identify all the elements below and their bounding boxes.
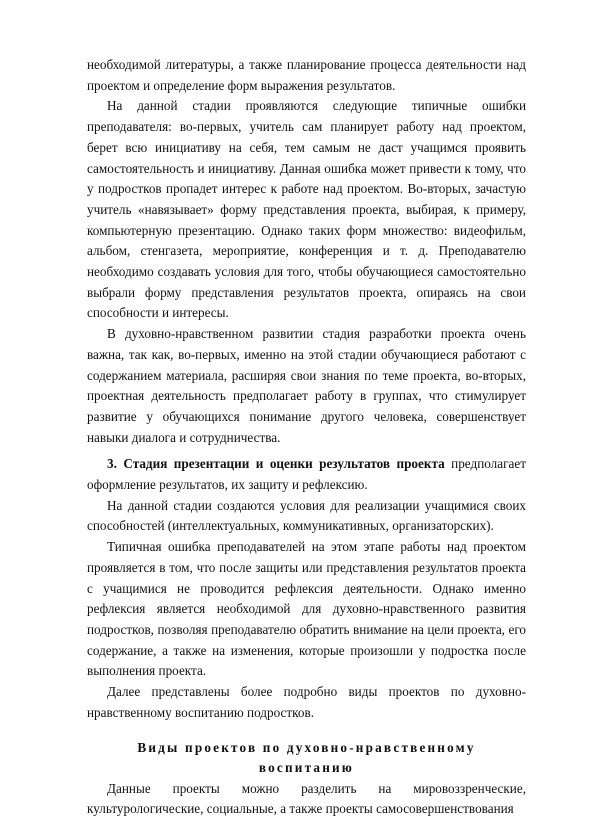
paragraph-development-stage: В духовно-нравственном развитии стадия разработки проекта очень важна, так как, во-первых, именно на этой стадии обучающиеся работают с содержанием материала, расширяя свои знания по теме проекта, во-вторых, проектная деятельность предполагает работу в группах, что стимулирует развитие у обучающихся понимание другого человека, совершенствует навыки диалога и сотрудничества.	[87, 326, 526, 445]
section-heading-line-1: Виды проектов по духовно-нравственному	[137, 739, 476, 755]
stage-description: предполагает оформление результатов, их защиту и рефлексию.	[87, 456, 526, 493]
section-heading	[87, 738, 526, 779]
paragraph-stage-3	[87, 454, 526, 495]
document-page	[87, 55, 526, 820]
paragraph-typical-errors: На данной стадии проявляются следующие типичные ошибки преподавателя: во-первых, учитель сам планирует работу над проектом, берет всю инициативу на себя, тем самым не даст учащимся проявить самостоятельность и инициативу. Данная ошибка может привести к тому, что у подростков пропадет интерес к работе над проектом. Во-вторых, зачастую учитель «навязывает» форму представления проекта, выбирая, к примеру, компьютерную презентацию. Однако таких форм множество: видеофильм, альбом, стенгазета, мероприятие, конференция и т. д. Преподавателю необходимо создавать условия для того, чтобы обучающиеся самостоятельно выбрали форму представления результатов проекта, опираясь на свои способности и интересы.	[87, 98, 526, 321]
paragraph-reflection: Типичная ошибка преподавателей на этом этапе работы над проектом проявляется в том, что после защиты или представления результатов проекта с учащимися не проводится рефлексия деятельности. Однако именно рефлексия является необходимой для духовно-нравственного развития подростков, позволяя преподавателю обратить внимание на цели проекта, его содержание, а также на изменения, которые произошли у подростка после выполнения проекта.	[87, 539, 526, 679]
paragraph-project-types: Данные проекты можно разделить на мировоззренческие, культурологические, социальные, а также проекты самосовершенствования	[87, 780, 526, 817]
stage-number: 3.	[107, 456, 117, 472]
final-paragraph-wrap	[87, 779, 526, 820]
paragraph-conditions: На данной стадии создаются условия для реализации учащимися своих способностей (интеллектуальных, коммуникативных, организаторских).	[87, 497, 526, 534]
stage-title: Стадия презентации и оценки результатов проекта	[123, 456, 445, 472]
paragraph-further: Далее представлены более подробно виды проектов по духовно-нравственному воспитанию подростков.	[87, 684, 526, 720]
section-heading-line-2: воспитанию	[258, 760, 355, 775]
paragraph-continuation: необходимой литературы, а также планирование процесса деятельности над проектом и определение форм выражения результатов.	[87, 57, 526, 93]
